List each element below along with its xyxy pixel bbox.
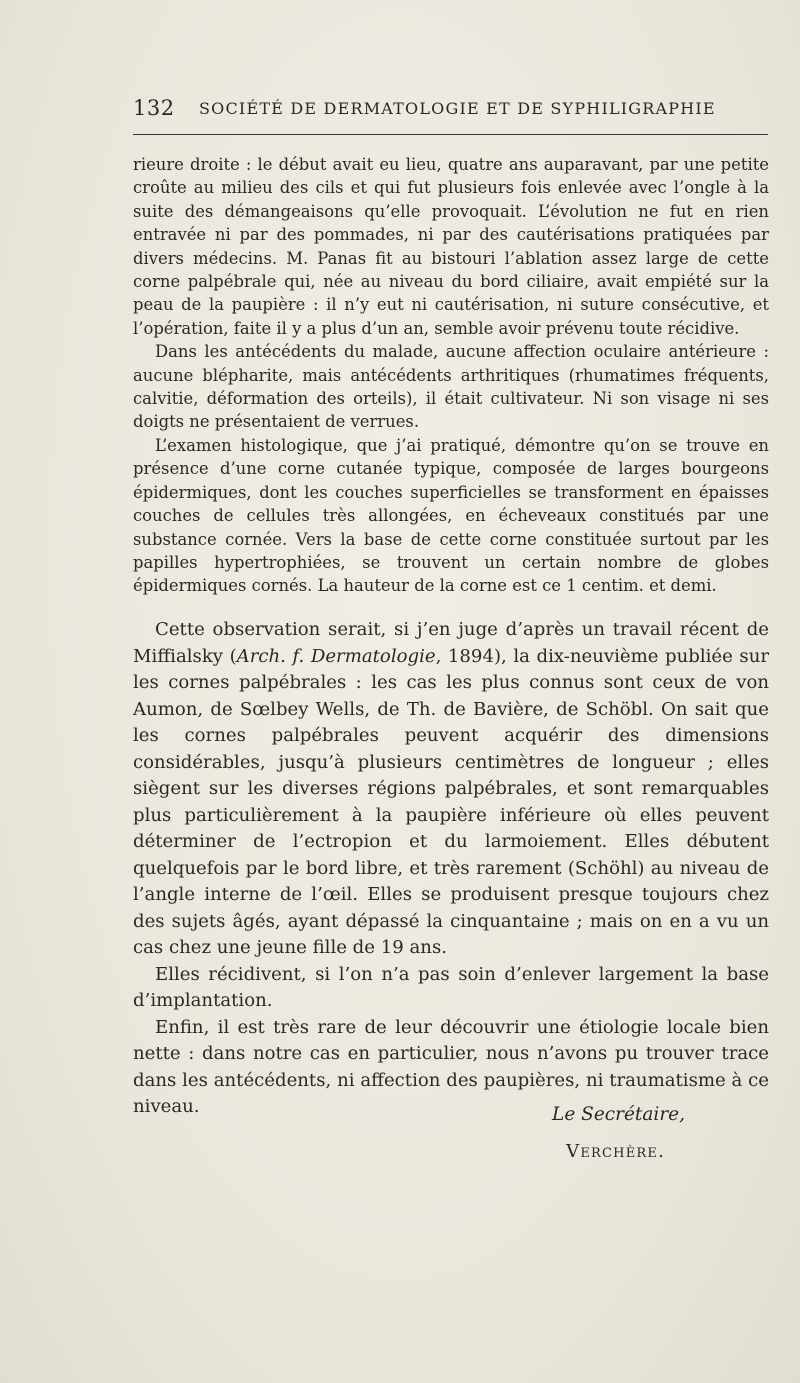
observation-paragraph-1: rieure droite : le début avait eu lieu, quatre ans auparavant, par une petite croûte au milieu des cils et qui fut plusieurs fois enlevée avec l’ongle à la suite des démangeaisons qu’elle provoquait. L’évolution ne fut en rien entravée ni par des pommades, ni par des cautérisations pratiquées par divers médecins. M. Panas fit au bistouri l’ablation assez large de cette corne palpébrale qui, née au niveau du bord ciliaire, avait empiété sur la peau de la paupière : il n’y eut ni cautérisation, ni suture consécutive, et l’opération, faite il y a plus d’un an, semble avoir prévenu toute récidive.: [133, 155, 769, 338]
signature-name: Verchère.: [566, 1141, 665, 1162]
commentary-text-before: Cette observation serait, si j’en juge d’après un travail récent de Miffialsky (: [133, 619, 769, 667]
commentary-text: [133, 617, 769, 1121]
signature-block: [133, 1104, 769, 1174]
page-header: [133, 96, 768, 126]
observation-paragraph-2: Dans les antécédents du malade, aucune affection oculaire antérieure : aucune blépharite, mais antécédents arthritiques (rhumatimes fréquents, calvitie, déformation des orteils), il était cultivateur. Ni son visage ni ses doigts ne présentaient de verrues.: [133, 342, 769, 432]
header-rule: [133, 134, 768, 135]
signature-title: Le Secrétaire,: [552, 1104, 685, 1125]
page-number: 132: [133, 96, 175, 120]
observation-text: [133, 153, 769, 598]
commentary-text-after: , 1894), la dix-neuvième publiée sur les cornes palpébrales : les cas les plus connus sont ceux de von Aumon, de Sœlbey Wells, de Th. de Bavière, de Schöbl. On sait que les cornes palpébrales peuvent acquérir des dimensions considérables, jusqu’à plusieurs centimètres de longueur ; elles siègent sur les diverses régions palpébrales, et sont remarquables plus particulièrement à la paupière inférieure où elles peuvent déterminer de l’ectropion et du larmoiement. Elles débutent quelquefois par le bord libre, et très rarement (Schöhl) au niveau de l’angle interne de l’œil. Elles se produisent presque toujours chez des sujets âgés, ayant dépassé la cinquantaine ; mais on en a vu un cas chez une jeune fille de 19 ans.: [133, 645, 769, 958]
commentary-paragraph-3: Enfin, il est très rare de leur découvrir une étiologie locale bien nette : dans notre cas en particulier, nous n’avons pu trouver trace dans les antécédents, ni affection des paupières, ni traumatisme à ce niveau.: [133, 1016, 769, 1117]
observation-paragraph-3: L’examen histologique, que j’ai pratiqué, démontre qu’on se trouve en présence d’une corne cutanée typique, composée de larges bourgeons épidermiques, dont les couches superficielles se transforment en épaisses couches de cellules très allongées, en écheveaux constitués par une substance cornée. Vers la base de cette corne constituée surtout par les papilles hypertrophiées, se trouvent un certain nombre de globes épidermiques cornés. La hauteur de la corne est ce 1 centim. et demi.: [133, 435, 769, 596]
journal-title: Arch. f. Dermatologie: [236, 645, 436, 667]
commentary-paragraph-1: [133, 617, 769, 962]
commentary-paragraph-2: Elles récidivent, si l’on n’a pas soin d’enlever largement la base d’implantation.: [133, 963, 769, 1011]
running-title: SOCIÉTÉ DE DERMATOLOGIE ET DE SYPHILIGRAPHIE: [199, 99, 716, 118]
